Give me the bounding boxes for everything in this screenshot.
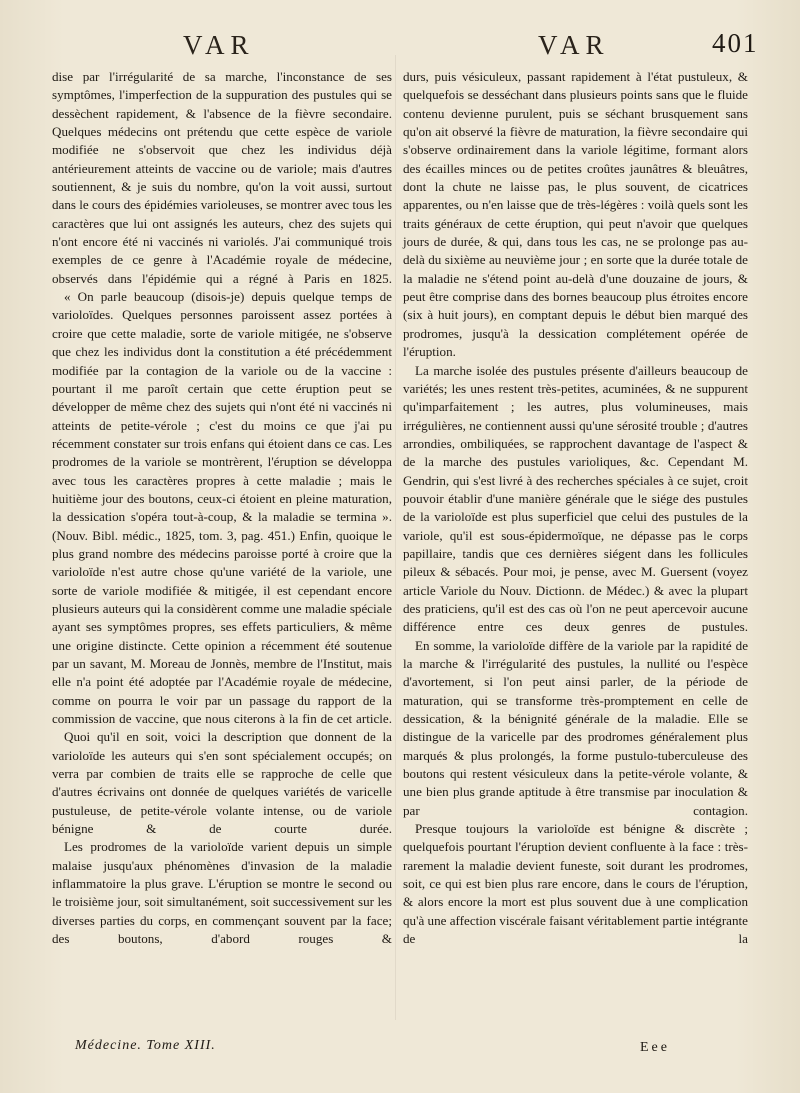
paragraph: La marche isolée des pustules présente d'ailleurs beaucoup de variétés; les unes restent très-petites, acuminées, & ne suppurent qu'imparfaitement ; les autres, plus volumineuses, mais irrégulières, ne contiennent aussi qu'une sérosité trouble ; d'autres arrondies, ombiliquées, se rapprochent davantage de l'aspect & de la marche des pustules varioliques, &c. Cependant M. Gendrin, qui s'est livré à des recherches spéciales à ce sujet, croit pouvoir établir d'une manière générale que le siége des pustules de la varioloïde est plus superficiel que celui des pustules de la variole, qu'il est sous-épidermoïque, ne dépasse pas le corps papillaire, tandis que ces dernières siégent dans les follicules pileux & sébacés. Pour moi, je pense, avec M. Guersent (voyez article Variole du Nouv. Dictionn. de Médec.) & avec la plupart des praticiens, qu'il est des cas où l'on ne peut apercevoir aucune différence entre ces deux genres de pustules.	[403, 362, 748, 635]
left-column	[52, 68, 392, 949]
running-head-right: VAR	[538, 30, 610, 60]
page-number: 401	[712, 28, 759, 58]
signature-line: Médecine. Tome XIII.	[75, 1038, 216, 1053]
paragraph: Les prodromes de la varioloïde varient depuis un simple malaise jusqu'aux phénomènes d'invasion de la maladie inflammatoire la plus grave. L'éruption se montre le second ou le troisième jour, soit simultanément, soit successivement sur les diverses parties du corps, en commençant souvent par la face; des boutons, d'abord rouges &	[52, 839, 392, 947]
right-column	[403, 68, 748, 949]
paragraph: Presque toujours la varioloïde est bénigne & discrète ; quelquefois pourtant l'éruption devient confluente à la face : très-rarement la maladie devient funeste, soit durant les prodromes, soit, ce qui est bien plus rare encore, dans le cours de l'éruption, & alors encore la mort est plus souvent due à une complication qu'à une affection viscérale faisant véritablement partie intégrante de la	[403, 821, 748, 947]
paragraph: En somme, la varioloïde diffère de la variole par la rapidité de la marche & l'irrégularité des pustules, la nullité ou l'espèce d'avortement, si l'on peut ainsi parler, de la période de maturation, qui se transforme très-promptement en celle de dessication, & la bénignité générale de la maladie. Elle se distingue de la varicelle par des prodromes généralement plus marqués & plus prolongés, la forme pustulo-tuberculeuse des boutons qui restent vésiculeux dans la petite-vérole volante, & une bien plus grande aptitude à être transmise par inoculation & par contagion.	[403, 637, 748, 818]
column-gutter	[395, 55, 396, 1020]
paragraph: durs, puis vésiculeux, passant rapidement à l'état pustuleux, & quelquefois se desséchant dans plusieurs points sans que le fluide contenu devienne purulent, puis se séchant brusquement sans qu'on ait observé la fièvre de maturation, la fièvre secondaire qui s'observe ordinairement dans la variole légitime, formant alors des écailles minces ou de petites croûtes jaunâtres & bleuâtres, dont la chute ne laisse pas, le plus souvent, de cicatrices apparentes, ou n'en laisse que de très-légères : voilà quels sont les traits généraux de cette éruption, qui peut n'avoir que quelques jours de durée, & qui, dans tous les cas, ne se prolonge pas au-delà du sixième au neuvième jour ; en sorte que la durée totale de la maladie ne s'étend point au-delà d'une douzaine de jours, & peut être comprise dans des bornes beaucoup plus étroites encore (six à huit jours), en comptant depuis le début bien marqué des prodromes, jusqu'à la dessication complétement opérée de l'éruption.	[403, 69, 748, 360]
paragraph: Quoi qu'il en soit, voici la description que donnent de la varioloïde les auteurs qui s'en sont spécialement occupés; on verra par combien de traits elle se rapproche de celle que d'autres écrivains ont donnée de quelques variétés de varicelle pustuleuse, de petite-vérole volante intense, ou de variole bénigne & de courte durée.	[52, 729, 392, 837]
paragraph: « On parle beaucoup (disois-je) depuis quelque temps de varioloïdes. Quelques personnes paroissent assez portées à croire que cette maladie, sorte de variole mitigée, ne s'observe que chez les individus dont la constitution a été précédemment modifiée par la contagion de la variole ou de la vaccine : pourtant il me paroît certain que cette éruption peut se développer de même chez des sujets qui n'ont été ni vaccinés ni atteints de petite-vérole ; c'est du moins ce que j'ai pu récemment constater sur trois enfans qui étoient dans ce cas. Les prodromes de la variole se montrèrent, l'éruption se développa avec tous les caractères propres à cette maladie ; mais le huitième jour des boutons, ceux-ci étoient en pleine maturation, la dessication s'opéra tout-à-coup, & la maladie se termina ». (Nouv. Bibl. médic., 1825, tom. 3, pag. 451.) Enfin, quoique le plus grand nombre des médecins paroisse porté à croire que la varioloïde n'est autre chose qu'une variété de la variole, une sorte de variole modifiée & mitigée, il est cependant encore plusieurs auteurs qui la considèrent comme une maladie spéciale ayant ses symptômes propres, ses effets particuliers, & même une origine distincte. Cette opinion a récemment été soutenue par un savant, M. Moreau de Jonnès, membre de l'Institut, mais elle n'a point été adoptée par l'Académie royale de médecine, comme on pourra le voir par un passage du rapport de la commission de vaccine, que nous citerons à la fin de cet article.	[52, 289, 392, 727]
signature-mark: Eee	[640, 1040, 670, 1055]
paragraph: dise par l'irrégularité de sa marche, l'inconstance de ses symptômes, l'imperfection de la suppuration des pustules qui se dessèchent rapidement, & l'absence de la fièvre secondaire. Quelques médecins ont prétendu que cette espèce de variole modifiée ne s'observoit que chez les individus déjà antérieurement atteints de vaccine ou de variole; mais d'autres soutiennent, & je suis du nombre, qu'on la voit aussi, surtout dans le cours des épidémies varioleuses, se montrer avec tous les caractères que lui ont assignés les auteurs, chez des sujets qui n'ont encore été ni vaccinés ni variolés. J'ai communiqué trois exemples de ce genre à l'Académie royale de médecine, observés dans l'épidémie qui a régné à Paris en 1825.	[52, 69, 392, 286]
running-head-left: VAR	[183, 30, 255, 60]
